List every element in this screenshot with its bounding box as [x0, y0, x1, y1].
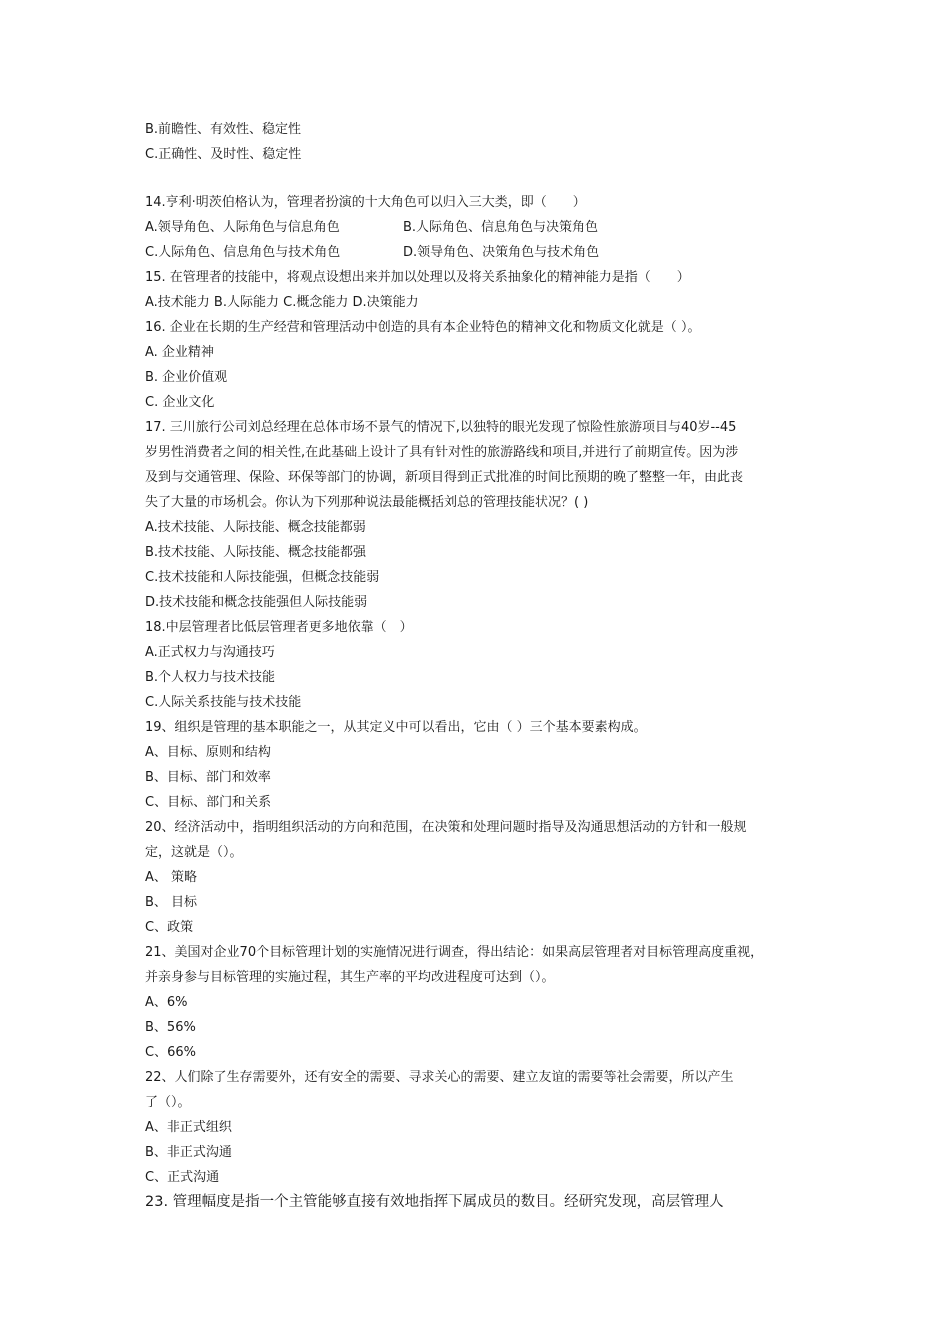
question-20-line-1: 20、经济活动中，指明组织活动的方向和范围，在决策和处理问题时指导及沟通思想活动的方针和一般规	[145, 820, 747, 835]
question-21-line-1: 21、美国对企业70个目标管理计划的实施情况进行调查，得出结论：如果高层管理者对目标管理高度重视，	[145, 945, 764, 960]
option-line: C、目标、部门和关系	[145, 795, 272, 810]
option-line: B、目标、部门和效率	[145, 770, 271, 785]
option-line: A、 策略	[145, 870, 198, 885]
option-b: B.人际角色、信息角色与决策角色	[403, 220, 599, 235]
option-line: A、目标、原则和结构	[145, 745, 271, 760]
option-line: C、正式沟通	[145, 1170, 220, 1185]
question-17-line-3: 及到与交通管理、保险、环保等部门的协调，新项目得到正式批准的时间比预期的晚了整整一年，由此丧	[145, 470, 744, 485]
option-d: D.领导角色、决策角色与技术角色	[403, 245, 600, 260]
question-22-line-2: 了（）。	[145, 1095, 191, 1110]
option-line: C、66%	[145, 1045, 196, 1060]
option-c: C.人际角色、信息角色与技术角色	[145, 245, 341, 260]
option-line: C. 企业文化	[145, 395, 215, 410]
option-line: C.技术技能和人际技能强，但概念技能弱	[145, 570, 380, 585]
options-15: A.技术能力 B.人际能力 C.概念能力 D.决策能力	[145, 295, 419, 310]
question-14: 14.亨利·明茨伯格认为，管理者扮演的十大角色可以归入三大类，即（ ）	[145, 195, 586, 210]
question-17-line-2: 岁男性消费者之间的相关性,在此基础上设计了具有针对性的旅游路线和项目,并进行了前期宣传。因为涉	[145, 445, 739, 460]
option-pair	[145, 215, 815, 240]
question-17-line-1: 17. 三川旅行公司刘总经理在总体市场不景气的情况下,以独特的眼光发现了惊险性旅游项目与40岁--45	[145, 420, 737, 435]
option-pair	[145, 240, 815, 265]
option-line: C.人际关系技能与技术技能	[145, 695, 302, 710]
question-17-line-4: 失了大量的市场机会。你认为下列那种说法最能概括刘总的管理技能状况？( )	[145, 495, 589, 510]
question-18: 18.中层管理者比低层管理者更多地依靠（ ）	[145, 620, 413, 635]
option-line: B、56%	[145, 1020, 196, 1035]
option-line: A. 企业精神	[145, 345, 214, 360]
option-line: C.正确性、及时性、稳定性	[145, 147, 302, 162]
question-16: 16. 企业在长期的生产经营和管理活动中创造的具有本企业特色的精神文化和物质文化就是（ ）。	[145, 320, 701, 335]
option-line: B、 目标	[145, 895, 198, 910]
option-line: A、6%	[145, 995, 188, 1010]
option-line: A、非正式组织	[145, 1120, 232, 1135]
spacer	[145, 167, 815, 190]
question-23: 23. 管理幅度是指一个主管能够直接有效地指挥下属成员的数目。经研究发现，高层管理人	[145, 1194, 724, 1210]
option-line: B.前瞻性、有效性、稳定性	[145, 122, 302, 137]
option-line: A.技术技能、人际技能、概念技能都弱	[145, 520, 366, 535]
option-line: B. 企业价值观	[145, 370, 228, 385]
question-21-line-2: 并亲身参与目标管理的实施过程，其生产率的平均改进程度可达到（）。	[145, 970, 555, 985]
question-22-line-1: 22、人们除了生存需要外，还有安全的需要、寻求关心的需要、建立友谊的需要等社会需要，所以产生	[145, 1070, 734, 1085]
question-20-line-2: 定，这就是（）。	[145, 845, 243, 860]
question-15: 15. 在管理者的技能中，将观点设想出来并加以处理以及将关系抽象化的精神能力是指（ ）	[145, 270, 690, 285]
option-line: B.个人权力与技术技能	[145, 670, 276, 685]
option-line: B、非正式沟通	[145, 1145, 232, 1160]
question-19: 19、组织是管理的基本职能之一，从其定义中可以看出，它由（ ）三个基本要素构成。	[145, 720, 647, 735]
document-body	[145, 117, 815, 1215]
option-line: A.正式权力与沟通技巧	[145, 645, 275, 660]
option-a: A.领导角色、人际角色与信息角色	[145, 220, 340, 235]
option-line: B.技术技能、人际技能、概念技能都强	[145, 545, 367, 560]
option-line: C、政策	[145, 920, 194, 935]
option-line: D.技术技能和概念技能强但人际技能弱	[145, 595, 368, 610]
